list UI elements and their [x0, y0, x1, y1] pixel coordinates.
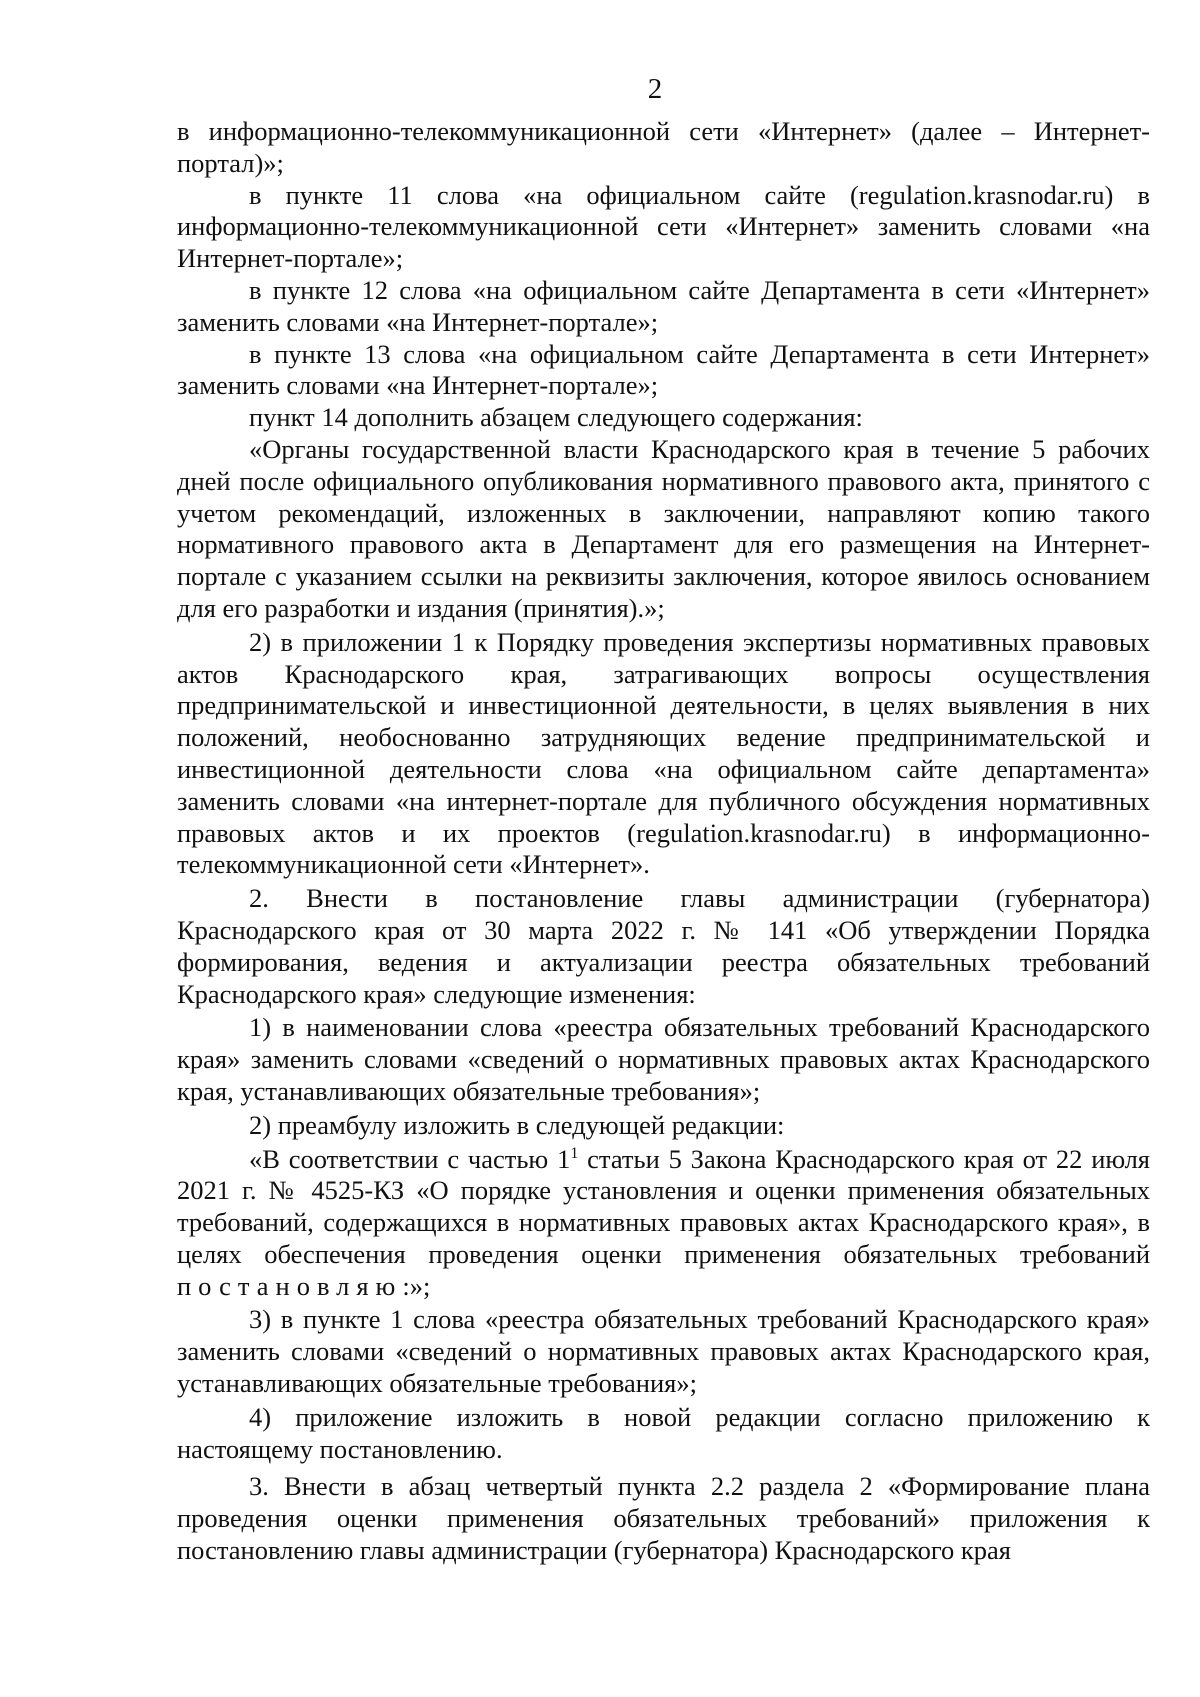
- spaced-word: постановляю: [177, 1270, 403, 1301]
- paragraph-5: пункт 14 дополнить абзацем следующего содержания:: [249, 402, 863, 433]
- superscript-number: 1: [570, 1144, 579, 1162]
- paragraph-13: 4) приложение изложить в новой редакции согласно приложению к настоящему постановлению.: [177, 1401, 1150, 1464]
- paragraph-14: 3. Внести в абзац четвертый пункта 2.2 раздела 2 «Формирование плана проведения оценки применения обязательных требований» приложения к постановлению главы администрации (губернатора) Краснодарского края: [177, 1471, 1150, 1566]
- page-number: 2: [647, 73, 663, 105]
- paragraph-11-end: :»;: [402, 1270, 431, 1301]
- paragraph-8: 2. Внести в постановление главы администрации (губернатора) Краснодарского края от 30 марта 2022 г. № 141 «Об утверждении Порядка формирования, ведения и актуализации реестра обязательных требований Краснодарского края» следующие изменения:: [177, 883, 1150, 1009]
- paragraph-2: в пункте 11 слова «на официальном сайте (regulation.krasnodar.ru) в информационно-телекоммуникационной сети «Интернет» заменить словами «на Интернет-портале»;: [177, 179, 1150, 274]
- paragraph-11: [177, 1144, 1150, 1303]
- paragraph-11-middle: статьи 5 Закона Краснодарского края от 22 июля 2021 г. № 4525-КЗ «О порядке установления и оценки применения обязательных требований, содержащихся в нормативных правовых актах Краснодарского края», в целях обеспечения проведения оценки применения обязательных требований: [177, 1143, 1150, 1269]
- paragraph-7: 2) в приложении 1 к Порядку проведения экспертизы нормативных правовых актов Краснодарского края, затрагивающих вопросы осуществления предпринимательской и инвестиционной деятельности, в целях выявления в них положений, необоснованно затрудняющих ведение предпринимательской и инвестиционной деятельности слова «на официальном сайте департамента» заменить словами «на интернет-портале для публичного обсуждения нормативных правовых актов и их проектов (regulation.krasnodar.ru) в информационно-телекоммуникационной сети «Интернет».: [177, 626, 1150, 880]
- paragraph-1: в информационно-телекоммуникационной сети «Интернет» (далее – Интернет-портал)»;: [177, 116, 1150, 178]
- paragraph-4: в пункте 13 слова «на официальном сайте Департамента в сети Интернет» заменить словами «на Интернет-портале»;: [177, 338, 1150, 401]
- paragraph-10: 2) преамбулу изложить в следующей редакции:: [249, 1109, 785, 1140]
- paragraph-12: 3) в пункте 1 слова «реестра обязательных требований Краснодарского края» заменить словами «сведений о нормативных правовых актах Краснодарского края, устанавливающих обязательные требования»;: [177, 1304, 1150, 1399]
- paragraph-3: в пункте 12 слова «на официальном сайте Департамента в сети «Интернет» заменить словами «на Интернет-портале»;: [177, 274, 1150, 337]
- paragraph-11-start: «В соответствии с частью 1: [249, 1143, 571, 1174]
- paragraph-9: 1) в наименовании слова «реестра обязательных требований Краснодарского края» заменить словами «сведений о нормативных правовых актах Краснодарского края, устанавливающих обязательные требования»;: [177, 1012, 1150, 1106]
- paragraph-6: «Органы государственной власти Краснодарского края в течение 5 рабочих дней после официального опубликования нормативного правового акта, принятого с учетом рекомендаций, изложенных в заключении, направляют копию такого нормативного правового акта в Департамент для его размещения на Интернет-портале с указанием ссылки на реквизиты заключения, которое явилось основанием для его разработки и издания (принятия).»;: [177, 433, 1150, 623]
- document-body: [177, 116, 1150, 1567]
